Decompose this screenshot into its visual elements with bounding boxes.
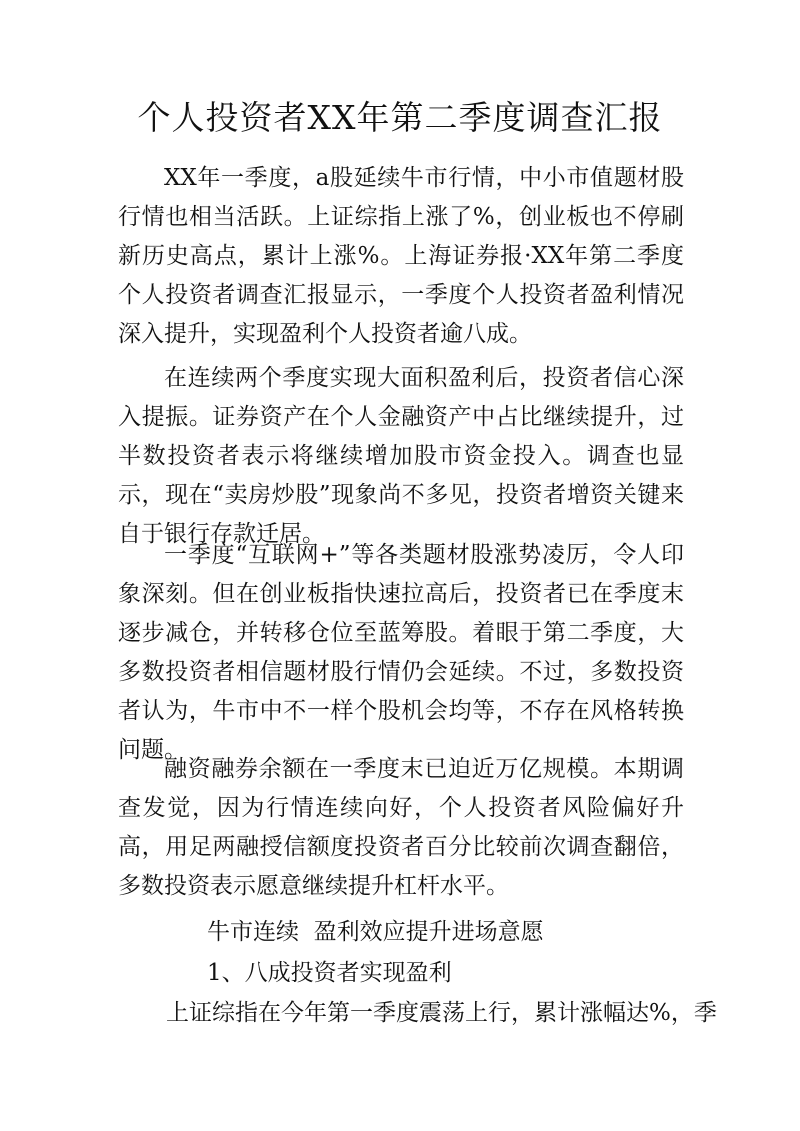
- document-title: 个人投资者XX年第二季度调查汇报: [137, 98, 663, 137]
- paragraph-text: 融资融券余额在一季度末已迫近万亿规模。本期调查发觉，因为行情连续向好，个人投资者风险偏好升高，用足两融授信额度投资者百分比较前次调查翻倍，多数投资表示愿意继续提升杠杆水平。: [118, 756, 684, 899]
- paragraph-text: 一季度“互联网+”等各类题材股涨势凌厉，令人印象深刻。但在创业板指快速拉高后，投资者已在季度末逐步减仓，并转移仓位至蓝筹股。着眼于第二季度，大多数投资者相信题材股行情仍会延续。不过，多数投资者认为，牛市中不一样个股机会均等，不存在风格转换问题。: [118, 542, 684, 763]
- paragraph-5-first-line: 上证综指在今年第一季度震荡上行，累计涨幅达%，季: [166, 1000, 717, 1026]
- paragraph-text: 在连续两个季度实现大面积盈利后，投资者信心深入提振。证券资产在个人金融资产中占比继续提升，过半数投资者表示将继续增加股市资金投入。调查也显示，现在“卖房炒股”现象尚不多见，投资者增资关键来自于银行存款迁居。: [118, 365, 684, 547]
- paragraph-text: XX年一季度，a股延续牛市行情，中小市值题材股行情也相当活跃。上证综指上涨了%，创业板也不停刷新历史高点，累计上涨%。上海证券报·XX年第二季度个人投资者调查汇报显示，一季度个人投资者盈利情况深入提升，实现盈利个人投资者逾八成。: [118, 165, 684, 347]
- paragraph-4: [118, 750, 684, 906]
- sub-heading: 1、八成投资者实现盈利: [207, 960, 452, 986]
- paragraph-2: [118, 359, 684, 554]
- paragraph-3: [118, 536, 684, 770]
- section-heading: 牛市连续 盈利效应提升进场意愿: [207, 919, 544, 945]
- paragraph-1: [118, 159, 684, 354]
